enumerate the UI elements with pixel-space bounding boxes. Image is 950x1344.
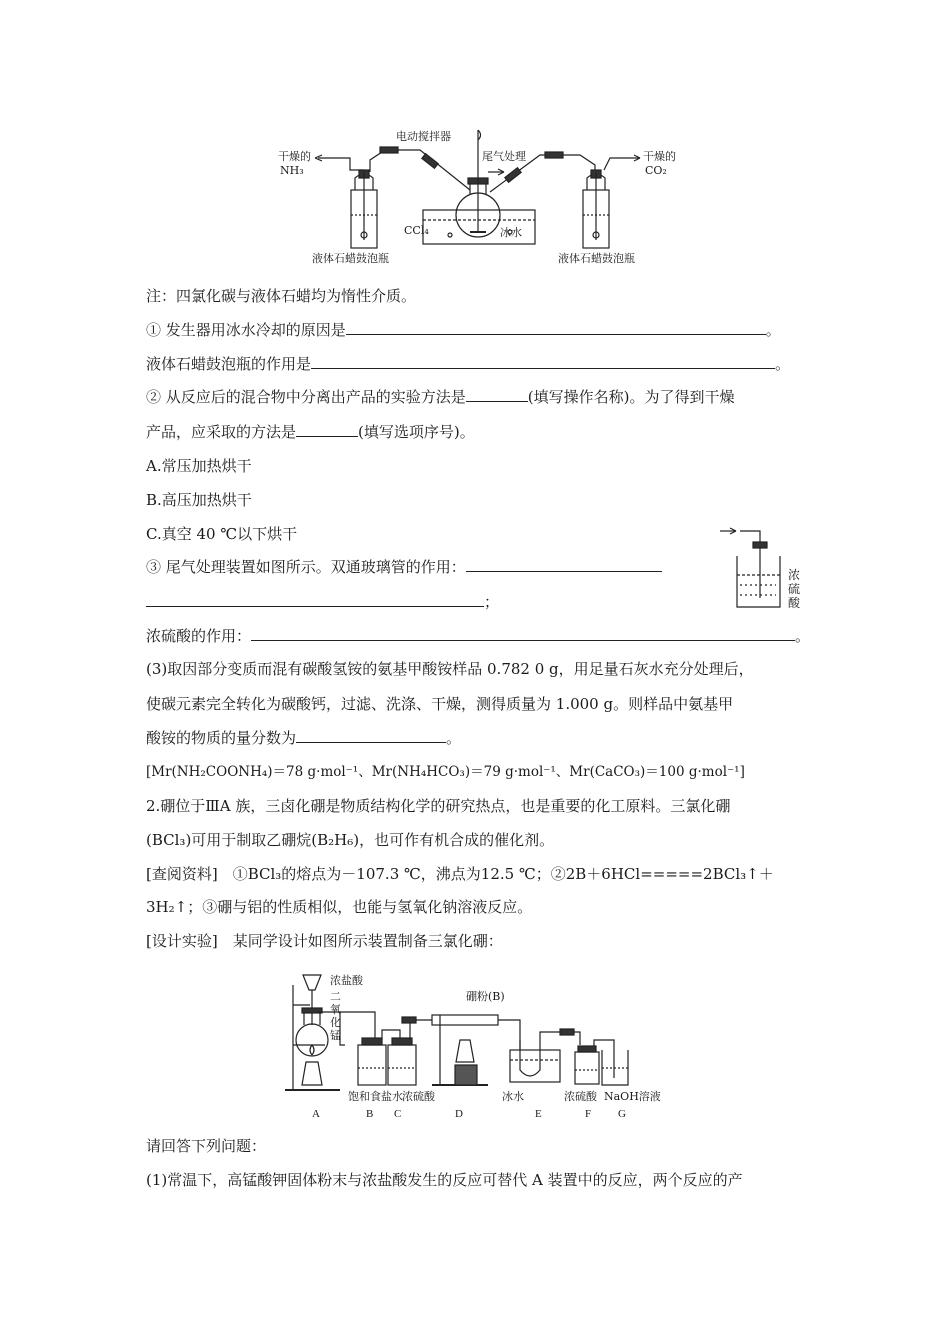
question-2b-text-2: (填写选项序号)。 [358, 423, 475, 441]
molar-mass-line: [Mr(NH₂COONH₄)＝78 g·mol⁻¹、Mr(NH₄HCO₃)＝79 g·mol⁻¹、Mr(CaCO₃)＝100 g·mol⁻¹] [146, 764, 745, 780]
label-conc-sulfuric-acid: 浓硫酸 [788, 568, 801, 610]
label-mno2: 二氧化锰 [330, 990, 341, 1042]
question-3b-end: ； [484, 593, 500, 611]
label-ice-water-e: 冰水 [502, 1090, 524, 1103]
question-2a-text-2: (填写操作名称)。为了得到干燥 [527, 388, 735, 406]
letter-f: F [585, 1108, 592, 1120]
label-ccl4: CCl₄ [404, 224, 429, 237]
note-line: 注：四氯化碳与液体石蜡均为惰性介质。 [146, 287, 417, 305]
letter-d: D [455, 1108, 463, 1120]
question-1a-end: 。 [765, 321, 781, 339]
para-3-line1: (3)取因部分变质而混有碳酸氢铵的氨基甲酸铵样品 0.782 0 g，用足量石灰水充分处理后， [146, 660, 754, 678]
ask-line: 请回答下列问题： [146, 1137, 267, 1155]
letter-g: G [618, 1108, 626, 1120]
q2-line1: 2.硼位于ⅢA 族，三卤化硼是物质结构化学的研究热点，也是重要的化工原料。三氯化硼 [146, 797, 731, 815]
label-bubbler-right: 液体石蜡鼓泡瓶 [558, 252, 635, 265]
label-dry-co2-2: CO₂ [645, 164, 667, 177]
label-dry-nh3-1: 干燥的 [278, 150, 311, 163]
question-1a-text: ① 发生器用冰水冷却的原因是 [146, 321, 346, 339]
question-1b-end: 。 [775, 355, 791, 373]
para-3-line2: 使碳元素完全转化为碳酸钙，过滤、洗涤、干燥，测得质量为 1.000 g。则样品中氨基甲 [146, 695, 734, 713]
letter-c: C [394, 1108, 402, 1120]
letter-a: A [312, 1108, 320, 1120]
question-3c-text: 浓硫酸的作用： [146, 627, 252, 645]
label-bubbler-left: 液体石蜡鼓泡瓶 [312, 252, 389, 265]
option-c: C.真空 40 ℃以下烘干 [146, 525, 298, 543]
design-line: [设计实验] 某同学设计如图所示装置制备三氯化硼： [146, 932, 503, 950]
para-3-end: 。 [446, 729, 462, 747]
label-conc-hcl: 浓盐酸 [330, 974, 363, 987]
question-3c-end: 。 [795, 627, 811, 645]
option-a: A.常压加热烘干 [146, 457, 252, 475]
reference-line1: [查阅资料] ①BCl₃的熔点为－107.3 ℃，沸点为12.5 ℃；②2B＋6HCl=====2BCl₃↑＋ [146, 865, 774, 883]
letter-b: B [366, 1108, 374, 1120]
label-dry-nh3-2: NH₃ [280, 164, 304, 177]
last-line: (1)常温下，高锰酸钾固体粉末与浓盐酸发生的反应可替代 A 装置中的反应，两个反应的产 [146, 1171, 743, 1189]
para-3-text: 酸铵的物质的量分数为 [146, 729, 297, 747]
label-naoh-solution: NaOH溶液 [604, 1090, 661, 1103]
label-tail-gas: 尾气处理 [482, 150, 526, 163]
question-2b-text: 产品，应采取的方法是 [146, 423, 297, 441]
reference-line2: 3H₂↑；③硼与铝的性质相似，也能与氢氧化钠溶液反应。 [146, 898, 533, 916]
letter-e: E [535, 1108, 542, 1120]
label-ice-water: 冰水 [500, 226, 522, 239]
question-1b-text: 液体石蜡鼓泡瓶的作用是 [146, 355, 312, 373]
question-2a-text: ② 从反应后的混合物中分离出产品的实验方法是 [146, 388, 466, 406]
label-saturated-nacl: 饱和食盐水 [348, 1090, 403, 1103]
option-b: B.高压加热烘干 [146, 491, 252, 509]
label-boron-powder: 硼粉(B) [466, 990, 505, 1003]
label-stirrer: 电动搅拌器 [396, 130, 451, 143]
label-conc-h2so4-c: 浓硫酸 [402, 1090, 435, 1103]
label-dry-co2-1: 干燥的 [643, 150, 676, 163]
label-conc-h2so4-f: 浓硫酸 [564, 1090, 597, 1103]
q2-line2: (BCl₃)可用于制取乙硼烷(B₂H₆)，也可作有机合成的催化剂。 [146, 831, 555, 849]
question-3a-text: ③ 尾气处理装置如图所示。双通玻璃管的作用： [146, 558, 466, 576]
